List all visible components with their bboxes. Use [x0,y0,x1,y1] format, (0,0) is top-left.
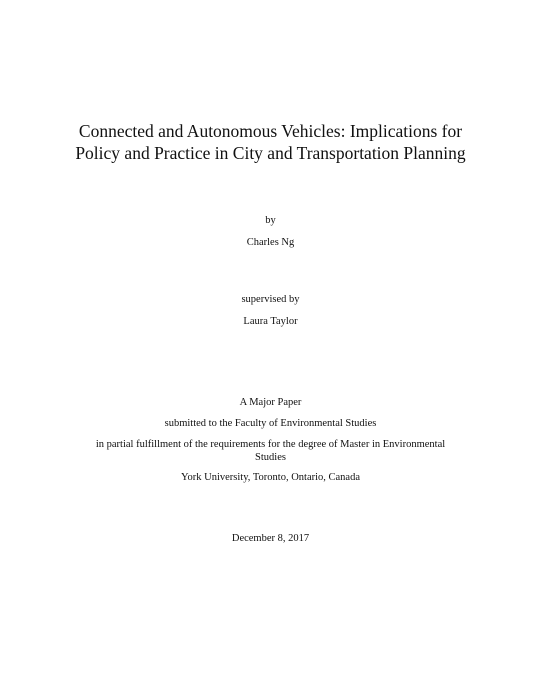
institution: York University, Toronto, Ontario, Canada [180,472,360,483]
supervisor-name: Laura Taylor [243,316,298,327]
paper-type: A Major Paper [239,397,302,408]
submission-date: December 8, 2017 [231,533,310,544]
degree-statement-continued: Studies [255,452,286,463]
supervised-by-label: supervised by [241,294,300,305]
submitted-to: submitted to the Faculty of Environmental Studies [164,418,377,429]
author-name: Charles Ng [246,237,295,248]
degree-statement: in partial fulfillment of the requirements for the degree of Master in Environmental [95,439,446,450]
title-line-2: Policy and Practice in City and Transportation Planning [75,143,466,163]
title-line-1: Connected and Autonomous Vehicles: Implications for [78,121,463,141]
by-label: by [265,215,276,226]
